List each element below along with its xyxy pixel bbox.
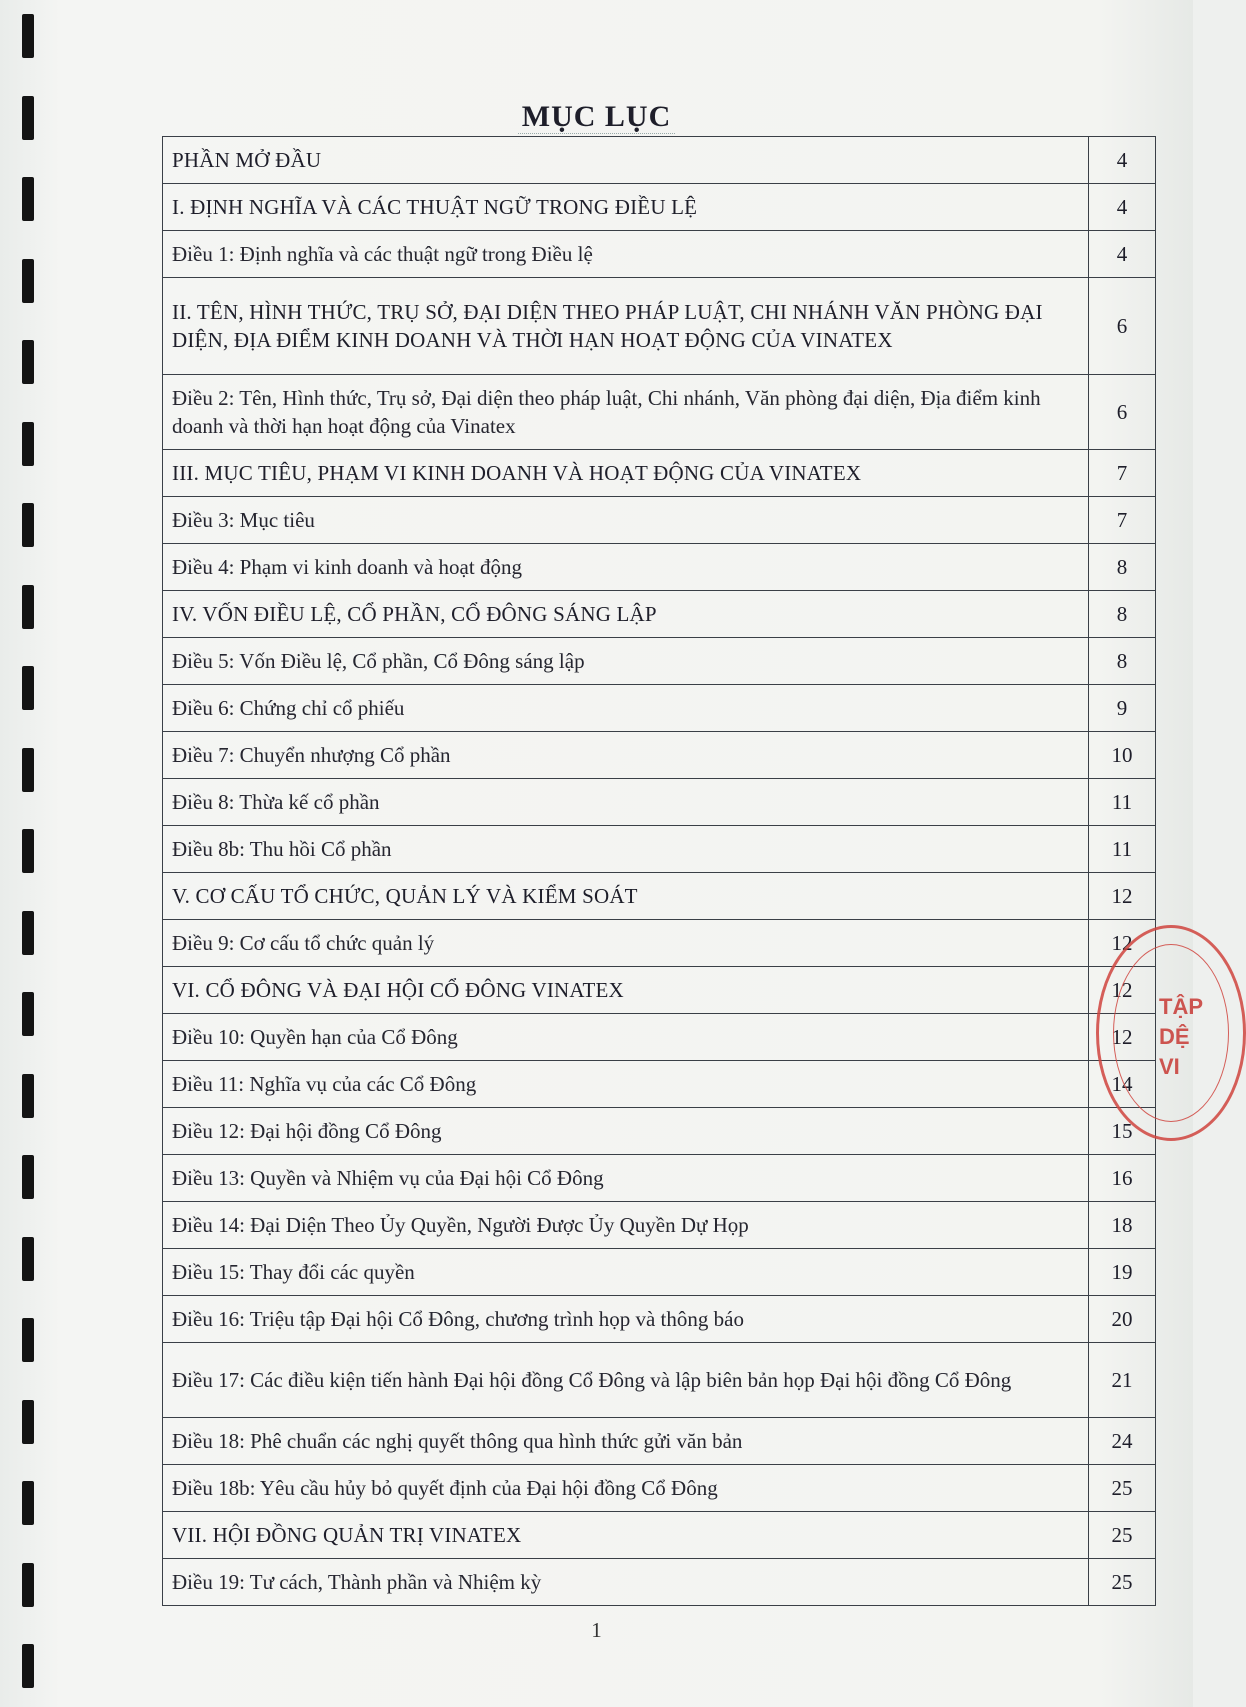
toc-row (163, 1418, 1156, 1465)
toc-row (163, 779, 1156, 826)
toc-row (163, 1202, 1156, 1249)
binding-hole (22, 259, 34, 303)
toc-entry-page: 11 (1089, 826, 1156, 873)
toc-row (163, 1249, 1156, 1296)
toc-entry-title: Điều 6: Chứng chỉ cổ phiếu (163, 685, 1089, 732)
toc-entry-page: 18 (1089, 1202, 1156, 1249)
toc-row (163, 1559, 1156, 1606)
toc-entry-title: Điều 8b: Thu hồi Cổ phần (163, 826, 1089, 873)
binding-hole (22, 585, 34, 629)
toc-entry-page: 12 (1089, 967, 1156, 1014)
toc-row (163, 1343, 1156, 1418)
toc-entry-title: Điều 16: Triệu tập Đại hội Cổ Đông, chương trình họp và thông báo (163, 1296, 1089, 1343)
toc-row (163, 1061, 1156, 1108)
toc-entry-title: V. CƠ CẤU TỔ CHỨC, QUẢN LÝ VÀ KIỂM SOÁT (163, 873, 1089, 920)
toc-entry-page: 8 (1089, 638, 1156, 685)
seal-text-line: TẬP (1159, 994, 1203, 1019)
binding-hole (22, 1237, 34, 1281)
toc-entry-page: 4 (1089, 231, 1156, 278)
toc-entry-title: Điều 2: Tên, Hình thức, Trụ sở, Đại diện theo pháp luật, Chi nhánh, Văn phòng đại diện, Địa điểm kinh doanh và thời hạn hoạt động của Vinatex (163, 375, 1089, 450)
toc-entry-page: 4 (1089, 184, 1156, 231)
toc-entry-page: 12 (1089, 920, 1156, 967)
binding-hole (22, 748, 34, 792)
toc-row (163, 591, 1156, 638)
toc-entry-title: Điều 12: Đại hội đồng Cổ Đông (163, 1108, 1089, 1155)
toc-entry-page: 6 (1089, 375, 1156, 450)
toc-entry-page: 9 (1089, 685, 1156, 732)
binding-hole (22, 1074, 34, 1118)
toc-row (163, 967, 1156, 1014)
toc-entry-page: 21 (1089, 1343, 1156, 1418)
binding-hole (22, 1400, 34, 1444)
binding-holes (22, 0, 36, 1707)
page-title-text: MỤC LỤC (518, 100, 676, 134)
toc-entry-title: Điều 13: Quyền và Nhiệm vụ của Đại hội Cổ Đông (163, 1155, 1089, 1202)
toc-row (163, 184, 1156, 231)
toc-entry-title: Điều 4: Phạm vi kinh doanh và hoạt động (163, 544, 1089, 591)
binding-hole (22, 422, 34, 466)
toc-row (163, 497, 1156, 544)
toc-entry-page: 25 (1089, 1512, 1156, 1559)
toc-entry-title: IV. VỐN ĐIỀU LỆ, CỔ PHẦN, CỔ ĐÔNG SÁNG LẬP (163, 591, 1089, 638)
toc-entry-title: Điều 15: Thay đổi các quyền (163, 1249, 1089, 1296)
toc-entry-page: 7 (1089, 497, 1156, 544)
toc-row (163, 375, 1156, 450)
toc-entry-page: 12 (1089, 1014, 1156, 1061)
toc-row (163, 1155, 1156, 1202)
binding-hole (22, 1155, 34, 1199)
page-title (0, 100, 1193, 134)
toc-entry-title: III. MỤC TIÊU, PHẠM VI KINH DOANH VÀ HOẠT ĐỘNG CỦA VINATEX (163, 450, 1089, 497)
table-of-contents (162, 136, 1156, 1606)
toc-entry-title: Điều 14: Đại Diện Theo Ủy Quyền, Người Được Ủy Quyền Dự Họp (163, 1202, 1089, 1249)
binding-hole (22, 1644, 34, 1688)
toc-entry-title: Điều 17: Các điều kiện tiến hành Đại hội đồng Cổ Đông và lập biên bản họp Đại hội đồng Cổ Đông (163, 1343, 1089, 1418)
toc-entry-title: I. ĐỊNH NGHĨA VÀ CÁC THUẬT NGỮ TRONG ĐIỀU LỆ (163, 184, 1089, 231)
seal-text-line: VI (1159, 1054, 1180, 1079)
toc-row (163, 920, 1156, 967)
toc-row (163, 638, 1156, 685)
toc-entry-title: Điều 11: Nghĩa vụ của các Cổ Đông (163, 1061, 1089, 1108)
binding-hole (22, 1563, 34, 1607)
toc-entry-title: PHẦN MỞ ĐẦU (163, 137, 1089, 184)
binding-hole (22, 829, 34, 873)
binding-hole (22, 666, 34, 710)
toc-row (163, 1512, 1156, 1559)
toc-entry-page: 25 (1089, 1559, 1156, 1606)
toc-row (163, 278, 1156, 375)
toc-entry-title: Điều 5: Vốn Điều lệ, Cổ phần, Cổ Đông sáng lập (163, 638, 1089, 685)
toc-entry-title: Điều 18b: Yêu cầu hủy bỏ quyết định của Đại hội đồng Cổ Đông (163, 1465, 1089, 1512)
toc-row (163, 732, 1156, 779)
toc-entry-title: Điều 3: Mục tiêu (163, 497, 1089, 544)
toc-row (163, 1465, 1156, 1512)
binding-hole (22, 911, 34, 955)
toc-row (163, 685, 1156, 732)
toc-entry-title: Điều 10: Quyền hạn của Cổ Đông (163, 1014, 1089, 1061)
binding-hole (22, 1318, 34, 1362)
toc-entry-title: Điều 9: Cơ cấu tổ chức quản lý (163, 920, 1089, 967)
binding-hole (22, 1481, 34, 1525)
toc-entry-page: 24 (1089, 1418, 1156, 1465)
toc-entry-title: Điều 19: Tư cách, Thành phần và Nhiệm kỳ (163, 1559, 1089, 1606)
toc-entry-page: 16 (1089, 1155, 1156, 1202)
toc-entry-page: 19 (1089, 1249, 1156, 1296)
binding-hole (22, 14, 34, 58)
toc-entry-page: 8 (1089, 591, 1156, 638)
toc-entry-title: II. TÊN, HÌNH THỨC, TRỤ SỞ, ĐẠI DIỆN THEO PHÁP LUẬT, CHI NHÁNH VĂN PHÒNG ĐẠI DIỆN, ĐỊA ĐIỂM KINH DOANH VÀ THỜI HẠN HOẠT ĐỘNG CỦA VINATEX (163, 278, 1089, 375)
toc-row (163, 137, 1156, 184)
toc-entry-title: VI. CỔ ĐÔNG VÀ ĐẠI HỘI CỔ ĐÔNG VINATEX (163, 967, 1089, 1014)
toc-entry-page: 25 (1089, 1465, 1156, 1512)
toc-row (163, 1296, 1156, 1343)
binding-hole (22, 992, 34, 1036)
toc-entry-page: 15 (1089, 1108, 1156, 1155)
toc-entry-page: 10 (1089, 732, 1156, 779)
toc-entry-title: VII. HỘI ĐỒNG QUẢN TRỊ VINATEX (163, 1512, 1089, 1559)
toc-entry-page: 11 (1089, 779, 1156, 826)
binding-hole (22, 177, 34, 221)
toc-entry-page: 7 (1089, 450, 1156, 497)
toc-row (163, 826, 1156, 873)
toc-entry-title: Điều 18: Phê chuẩn các nghị quyết thông qua hình thức gửi văn bản (163, 1418, 1089, 1465)
toc-entry-title: Điều 8: Thừa kế cổ phần (163, 779, 1089, 826)
toc-row (163, 231, 1156, 278)
seal-text (1159, 992, 1203, 1082)
binding-hole (22, 503, 34, 547)
seal-text-line: DỆ (1159, 1024, 1190, 1049)
toc-row (163, 544, 1156, 591)
toc-entry-title: Điều 7: Chuyển nhượng Cổ phần (163, 732, 1089, 779)
toc-entry-page: 14 (1089, 1061, 1156, 1108)
page-number: 1 (591, 1618, 602, 1642)
toc-row (163, 1014, 1156, 1061)
toc-row (163, 873, 1156, 920)
toc-entry-page: 6 (1089, 278, 1156, 375)
toc-entry-page: 20 (1089, 1296, 1156, 1343)
toc-entry-page: 12 (1089, 873, 1156, 920)
toc-row (163, 450, 1156, 497)
toc-entry-page: 8 (1089, 544, 1156, 591)
toc-row (163, 1108, 1156, 1155)
toc-entry-page: 4 (1089, 137, 1156, 184)
toc-entry-title: Điều 1: Định nghĩa và các thuật ngữ trong Điều lệ (163, 231, 1089, 278)
binding-hole (22, 340, 34, 384)
